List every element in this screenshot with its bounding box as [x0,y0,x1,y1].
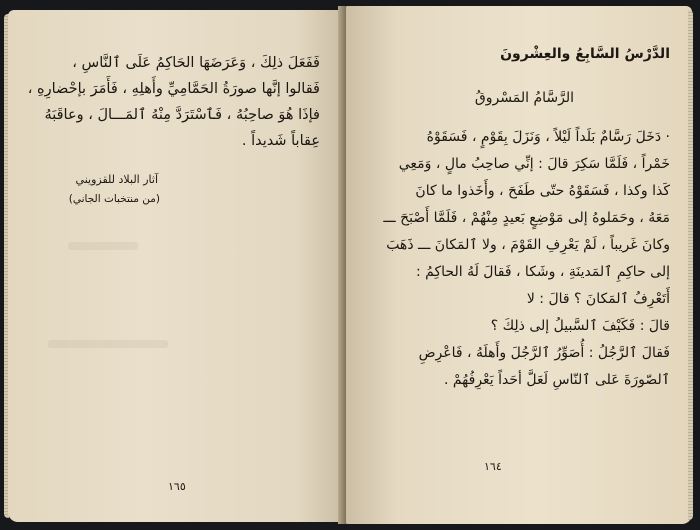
right-page-number: ١٦٤ [484,460,502,473]
left-line-2: فَقالوا إنَّها صورَةُ الحَمَّامِيِّ وأَهلِهِ ، فَأَمَرَ بإحْضارِهِ ، [27,81,320,97]
right-page [346,6,692,524]
left-line-3: فإذَا هُوَ صاحِبُهُ ، فَٱسْتَرَدَّ مِنْهُ ٱلمَـــالَ ، وعاقَبَهُ [44,107,320,123]
right-line-3: كَذا وكذا ، فَسَقَوْهُ حتّى طَفَحَ ، وأَخَذوا ما كانَ [415,183,670,199]
show-through-mark [68,242,138,250]
right-line-2: خَمْراً ، فَلَمَّا سَكِرَ قالَ : إنِّي صاحِبُ مالٍ ، وَمَعِي [398,156,670,172]
left-page [8,10,346,522]
right-page-paragraph [383,124,670,394]
section-title: الرَّسَّامُ المَسْروقُ [474,90,574,106]
left-page-number: ١٦٥ [168,480,186,493]
show-through-mark [48,340,168,348]
source-subtitle: (من منتخبات الجاني) [68,193,160,205]
right-line-10: ٱلصّورَةَ عَلى ٱلنّاسِ لَعَلَّ أحَداً يَعْرِفُهُمْ . [443,372,670,388]
left-page-paragraph [28,50,320,154]
right-page-edges [688,10,693,520]
left-line-1: فَفَعَلَ ذلِكَ ، وَعَرَضَهَا الحَاكِمُ عَلَى ٱلنَّاسِ ، [72,55,320,71]
right-line-5: وكانَ غَريباً ، لَمْ يَعْرِفِ القَوْمَ ، ولا ٱلمَكانَ ـــ ذَهَبَ [386,237,670,253]
right-line-1: · دَخَلَ رَسَّامٌ بَلَداً لَيْلاً ، وَنَزَلَ بِقَوْمٍ ، فَسَقَوْهُ [426,129,670,145]
left-line-4: عِقاباً شَديداً . [241,133,320,149]
lesson-title: الدَّرْسُ السَّابِعُ والعِشْرونَ [500,46,670,62]
right-line-8: قالَ : فَكَيْفَ ٱلسَّبيلُ إلى ذلِكَ ؟ [490,318,670,334]
right-line-9: فَقالَ ٱلرَّجُلُ : أُصَوِّرُ ٱلرَّجُلَ وأَهلَهُ ، فَاعْرِضِ [418,345,670,361]
right-line-6: إلى حاكِمِ ٱلمَدينَةِ ، وشَكا ، فَقالَ لَهُ الحاكِمُ : [416,264,670,280]
right-line-4: مَعَهُ ، وحَمَلوهُ إلى مَوْضِعٍ بَعيدٍ مِنْهُمْ ، فَلَمَّا أَصْبَحَ ـــ [383,210,670,226]
source-title: آثار البلاد للقزويني [75,173,158,186]
right-line-7: أَتَعْرِفُ ٱلمَكانَ ؟ قالَ : لا [526,291,670,307]
